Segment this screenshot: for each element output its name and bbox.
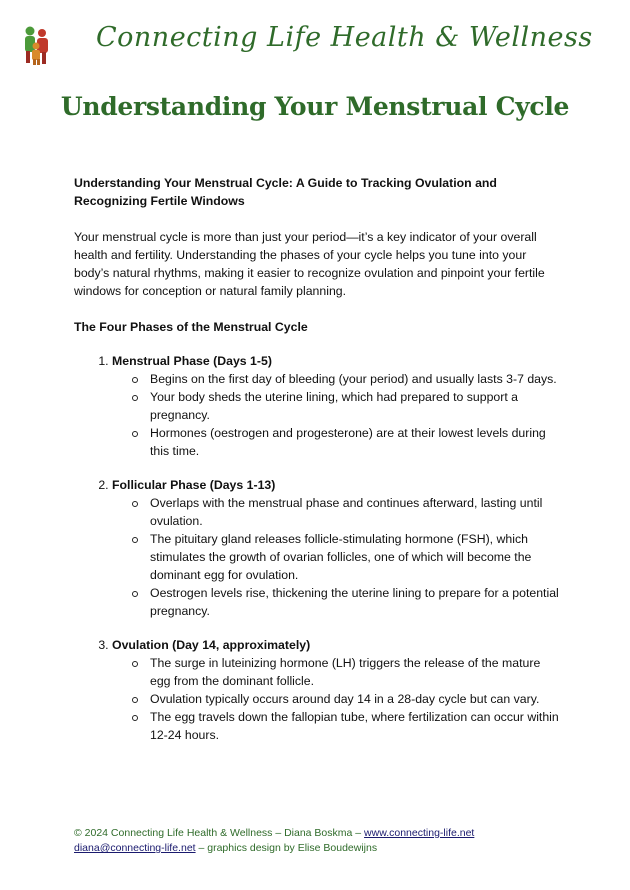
article-body: [74, 174, 562, 760]
page-title: Understanding Your Menstrual Cycle: [60, 92, 570, 121]
intro-paragraph: Your menstrual cycle is more than just your period—it’s a key indicator of your overall health and fertility. Understanding the phases of your cycle helps you tune into your body’s natural rhythms, making it easier to recognize ovulation and pinpoint your fertile windows for conception or natural family planning.: [74, 230, 545, 298]
phase-points: [112, 370, 562, 460]
phases-list: [74, 352, 562, 744]
phase-points: [112, 494, 562, 620]
footer-line-2: [74, 841, 594, 856]
phase-title: Ovulation (Day 14, approximately): [112, 638, 311, 652]
phase-item: [112, 636, 562, 744]
footer: [74, 826, 594, 856]
phase-title: Menstrual Phase (Days 1-5): [112, 354, 272, 368]
list-item: Hormones (oestrogen and progesterone) are at their lowest levels during this time.: [150, 424, 562, 460]
list-item: Your body sheds the uterine lining, which had prepared to support a pregnancy.: [150, 388, 562, 424]
list-item: The surge in luteinizing hormone (LH) triggers the release of the mature egg from the dominant follicle.: [150, 654, 562, 690]
footer-credit: – graphics design by Elise Boudewijns: [195, 842, 378, 854]
logo: [20, 24, 56, 66]
brand-name: Connecting Life Health & Wellness: [96, 22, 593, 53]
article-subtitle: Understanding Your Menstrual Cycle: A Guide to Tracking Ovulation and Recognizing Fertile Windows: [74, 176, 497, 208]
list-item: Ovulation typically occurs around day 14 in a 28-day cycle but can vary.: [150, 690, 562, 708]
phase-item: [112, 352, 562, 460]
phase-item: [112, 476, 562, 620]
footer-line-1: [74, 826, 594, 841]
website-link[interactable]: www.connecting-life.net: [364, 827, 475, 839]
phase-title: Follicular Phase (Days 1-13): [112, 478, 276, 492]
list-item: Overlaps with the menstrual phase and continues afterward, lasting until ovulation.: [150, 494, 562, 530]
list-item: Begins on the first day of bleeding (your period) and usually lasts 3-7 days.: [150, 370, 562, 388]
footer-copyright: © 2024 Connecting Life Health & Wellness – Diana Boskma –: [74, 827, 365, 839]
family-people-icon: [20, 24, 56, 66]
list-item: The egg travels down the fallopian tube, where fertilization can occur within 12-24 hours.: [150, 708, 562, 744]
list-item: Oestrogen levels rise, thickening the uterine lining to prepare for a potential pregnancy.: [150, 584, 562, 620]
list-item: The pituitary gland releases follicle-stimulating hormone (FSH), which stimulates the growth of ovarian follicles, one of which will become the dominant egg for ovulation.: [150, 530, 562, 584]
phase-points: [112, 654, 562, 744]
section-heading: The Four Phases of the Menstrual Cycle: [74, 320, 308, 334]
email-link[interactable]: diana@connecting-life.net: [74, 842, 196, 854]
